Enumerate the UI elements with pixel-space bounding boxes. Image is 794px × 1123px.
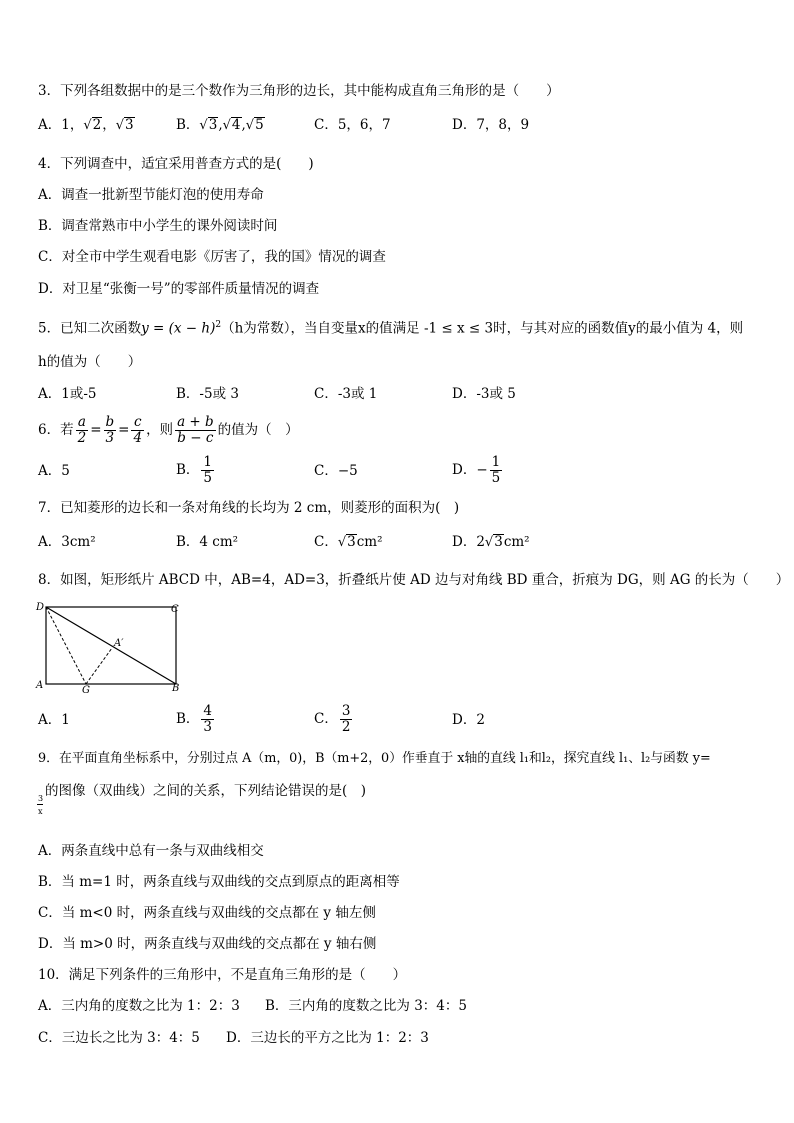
q6-frac-c4: $\frac{c}{4}$: [133, 414, 143, 446]
q9-option-a[interactable]: A．两条直线中总有一条与双曲线相交: [38, 843, 264, 859]
q6-stem: 6．若 $\frac{a}{2}$ = $\frac{b}{3}$ = $\frac{c}{4}$ ，则 $\frac{a + b}{b - c}$ 的值为（ ）: [38, 414, 299, 446]
q4-option-d[interactable]: D．对卫星“张衡一号”的零部件质量情况的调查: [38, 281, 320, 297]
q7-stem: 7．已知菱形的边长和一条对角线的长均为 2 cm，则菱形的面积为( ): [38, 500, 460, 516]
q8-option-b[interactable]: B． $\frac{4}{3}$: [176, 703, 213, 735]
q9-tiny-bar: [37, 804, 43, 805]
q9-stem-1: 9．在平面直角坐标系中，分别过点 A（m，0)，B（m+2，0）作垂直于 x轴的直线 l₁和l₂，探究直线 l₁、l₂与函数 y=: [38, 751, 711, 766]
q3-option-c[interactable]: C．5，6，7: [314, 117, 391, 133]
q8-label-a-prime: A′: [114, 638, 124, 649]
q9-stem-2: 的图像（双曲线）之间的关系，下列结论错误的是( ): [45, 783, 367, 799]
q7-option-c[interactable]: C．√3cm²: [314, 534, 383, 550]
q6-frac-expr: $\frac{a + b}{b - c}$: [177, 414, 214, 446]
q8-segment-ga1: [86, 648, 112, 684]
q7-option-d[interactable]: D．2√3cm²: [452, 534, 530, 550]
q9-option-b[interactable]: B．当 m=1 时，两条直线与双曲线的交点到原点的距离相等: [38, 874, 400, 890]
q6-option-c[interactable]: C．−5: [314, 463, 358, 479]
q8-option-d[interactable]: D．2: [452, 712, 485, 728]
q3-stem: 3．下列各组数据中的是三个数作为三角形的边长，其中能构成直角三角形的是（ ）: [38, 83, 560, 99]
q7-option-b[interactable]: B．4 cm²: [176, 534, 239, 550]
q10-option-b[interactable]: B．三内角的度数之比为 3：4：5: [265, 998, 467, 1014]
q4-option-b[interactable]: B．调查常熟市中小学生的课外阅读时间: [38, 218, 278, 234]
q10-option-a[interactable]: A．三内角的度数之比为 1：2：3: [38, 998, 240, 1014]
q3-option-b[interactable]: B．√3,√4,√5: [176, 117, 264, 133]
q3-option-d[interactable]: D．7，8，9: [452, 117, 530, 133]
q5-formula: y = (x − h): [141, 320, 216, 337]
q8-stem: 8．如图，矩形纸片 ABCD 中，AB=4，AD=3，折叠纸片使 AD 边与对角线 BD 重合，折痕为 DG，则 AG 的长为（ ）: [38, 572, 790, 588]
q10-stem: 10．满足下列条件的三角形中，不是直角三角形的是（ ）: [38, 967, 407, 983]
q4-stem: 4．下列调查中，适宜采用普查方式的是( ): [38, 156, 314, 172]
q9-tiny-num: 3: [38, 794, 44, 803]
q4-option-c[interactable]: C．对全市中学生观看电影《厉害了，我的国》情况的调查: [38, 249, 386, 265]
q7-option-a[interactable]: A．3cm²: [38, 534, 96, 550]
q9-tiny-den: x: [38, 807, 43, 816]
q6-option-a[interactable]: A．5: [38, 463, 70, 479]
q5-option-b[interactable]: B．-5或 3: [176, 386, 239, 402]
q8-label-g: G: [82, 685, 90, 694]
q8-label-b: B: [172, 683, 180, 694]
q10-option-c[interactable]: C．三边长之比为 3：4：5: [38, 1030, 200, 1046]
q6-option-d[interactable]: D．− $\frac{1}{5}$: [452, 454, 501, 486]
q8-option-c[interactable]: C． $\frac{3}{2}$: [314, 703, 351, 735]
q8-label-d: D: [36, 602, 45, 613]
q5-stem-end: h的值为（ ）: [38, 354, 142, 370]
q5-option-d[interactable]: D．-3或 5: [452, 386, 516, 402]
q9-option-c[interactable]: C．当 m<0 时，两条直线与双曲线的交点都在 y 轴左侧: [38, 905, 376, 921]
q8-figure: [30, 598, 190, 694]
q6-option-b[interactable]: B． $\frac{1}{5}$: [176, 454, 213, 486]
q8-option-a[interactable]: A．1: [38, 712, 70, 728]
q8-diagonal-bd: [46, 607, 176, 684]
q5-option-a[interactable]: A．1或-5: [38, 386, 97, 402]
q5-option-c[interactable]: C．-3或 1: [314, 386, 378, 402]
q9-option-d[interactable]: D．当 m>0 时，两条直线与双曲线的交点都在 y 轴右侧: [38, 936, 377, 952]
q10-option-d[interactable]: D．三边长的平方之比为 1：2：3: [226, 1030, 429, 1046]
q6-frac-b3: $\frac{b}{3}$: [105, 414, 115, 446]
q4-option-a[interactable]: A．调查一批新型节能灯泡的使用寿命: [38, 187, 264, 203]
q5-stem: 5．已知二次函数$y = (x - h)^2(h$为常数），当自变量x的值满足 -1 ≤ x ≤ 3时，与其对应的函数值y的最小值为 4，则: [38, 320, 744, 337]
q6-frac-a2: $\frac{a}{2}$: [77, 414, 87, 446]
q3-option-a[interactable]: A．1，√2，√3: [38, 117, 134, 133]
q8-label-c: C: [171, 604, 179, 615]
q8-label-a: A: [36, 680, 44, 691]
